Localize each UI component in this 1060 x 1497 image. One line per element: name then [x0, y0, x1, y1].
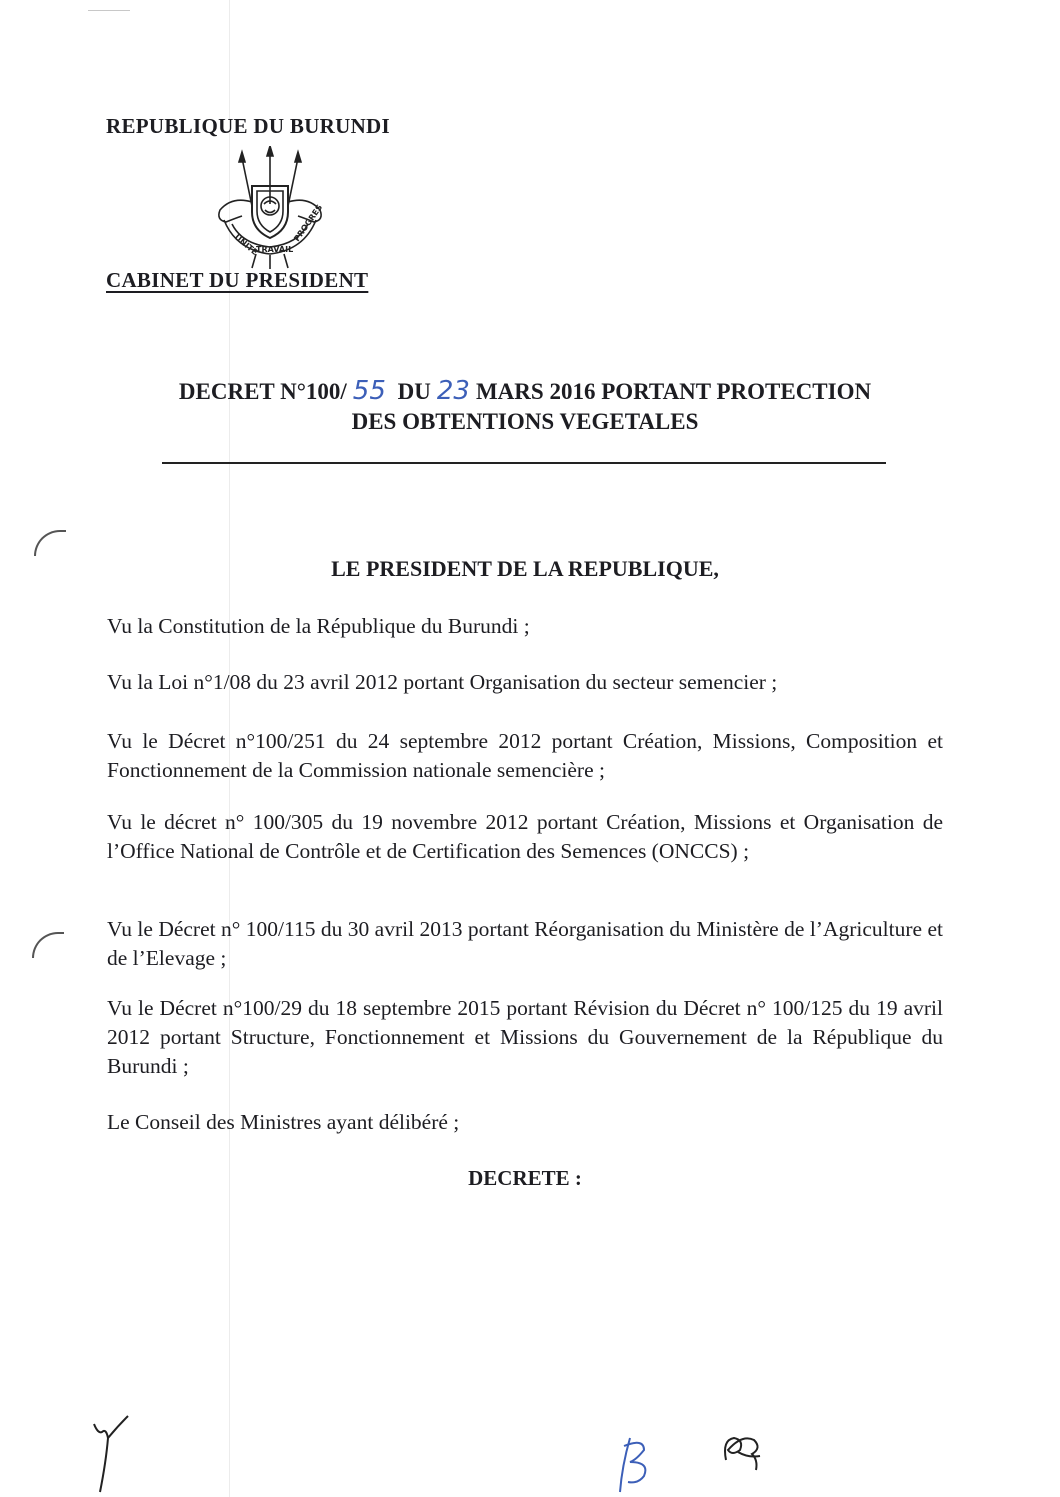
republic-heading: REPUBLIQUE DU BURUNDI	[106, 114, 390, 138]
svg-text:PROGRES: PROGRES	[292, 202, 325, 244]
visa-constitution: Vu la Constitution de la République du Burundi ;	[107, 614, 530, 638]
visa-decret-commission: Vu le Décret n°100/251 du 24 septembre 2012 portant Création, Missions, Composition et Fonctionnement de la Commission nationale semencière ;	[107, 729, 943, 782]
conseil-des-ministres: Le Conseil des Ministres ayant délibéré ;	[107, 1110, 460, 1134]
visa-decret-gouvernement: Vu le Décret n°100/29 du 18 septembre 2015 portant Révision du Décret n° 100/125 du 19 avril 2012 portant Structure, Fonctionnement et Missions du Gouvernement de la République du Burundi ;	[107, 996, 943, 1078]
punch-hole-mark-lower	[32, 932, 64, 958]
visa-loi-semencier: Vu la Loi n°1/08 du 23 avril 2012 portant Organisation du secteur semencier ;	[107, 670, 778, 694]
decree-day-handwritten: 23	[436, 376, 470, 406]
decree-title-du: DU	[397, 379, 431, 404]
svg-text:UNITE: UNITE	[232, 232, 260, 257]
scan-corner-mark	[88, 10, 130, 11]
handwritten-initial-center	[614, 1432, 674, 1496]
burundi-coat-of-arms-icon	[212, 146, 328, 270]
visa-decret-onccs: Vu le décret n° 100/305 du 19 novembre 2012 portant Création, Missions et Organisation de l’Office National de Contrôle et de Certification des Semences (ONCCS) ;	[107, 810, 943, 863]
svg-text:TRAVAIL: TRAVAIL	[256, 245, 294, 254]
punch-hole-mark-upper	[34, 530, 66, 556]
decree-title	[120, 376, 930, 437]
visa-decret-ministere: Vu le Décret n° 100/115 du 30 avril 2013 portant Réorganisation du Ministère de l’Agriculture et de l’Elevage ;	[107, 917, 943, 970]
handwritten-initial-right	[718, 1430, 772, 1474]
decree-title-line2: DES OBTENTIONS VEGETALES	[351, 409, 699, 434]
decree-title-rest: MARS 2016 PORTANT PROTECTION	[475, 379, 872, 404]
cabinet-heading: CABINET DU PRESIDENT	[106, 268, 369, 292]
decrete-heading: DECRETE :	[468, 1166, 582, 1190]
decree-title-prefix: DECRET N°100/	[178, 379, 347, 404]
president-heading: LE PRESIDENT DE LA REPUBLIQUE,	[331, 556, 719, 581]
decree-number-handwritten: 55	[352, 376, 386, 406]
handwritten-initial-left	[88, 1412, 148, 1496]
title-underline-rule	[162, 462, 886, 464]
